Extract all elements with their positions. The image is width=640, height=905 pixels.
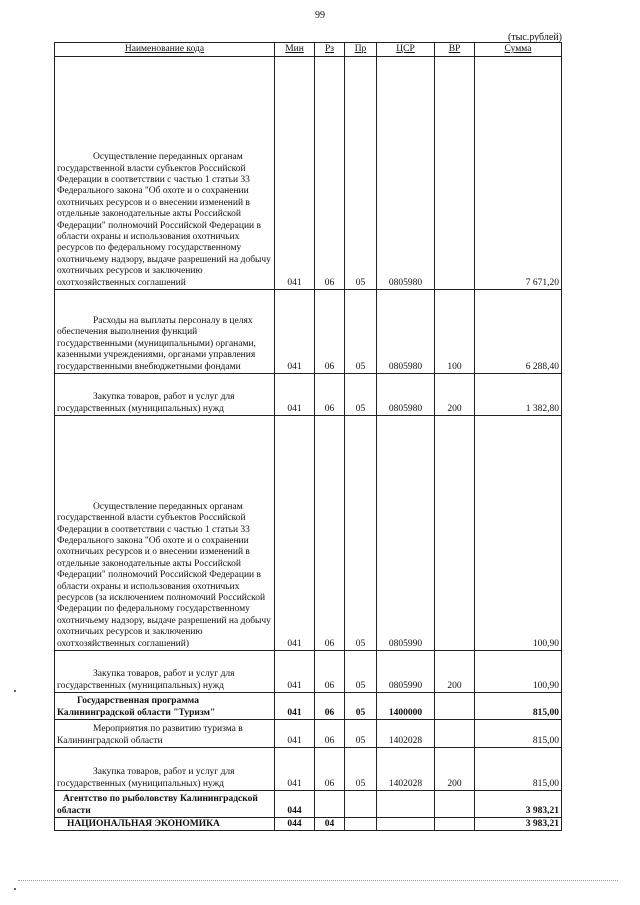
row-sum: 3 983,21 — [475, 818, 562, 831]
row-vr — [435, 416, 475, 651]
row-pr: 05 — [345, 374, 377, 416]
row-name: Осуществление переданных органам государственной власти субъектов Российской Федерации в соответствии с частью 1 статьи 33 Федерального закона "Об охоте и о сохранении охотничьих ресурсов и о внесении изменений в отдельные законодательные акты Российской Федерации" полномочий Российской Федерации в области охраны и использования охотничьих ресурсов по федеральному государственному охотничьему надзору, выдаче разрешений на добычу охотничьих ресурсов и заключению охотхозяйственных соглашений — [55, 57, 275, 290]
row-pr: 05 — [345, 693, 377, 720]
row-min: 041 — [275, 416, 315, 651]
row-vr: 200 — [435, 374, 475, 416]
col-header-rz: Рз — [315, 43, 345, 57]
row-min: 041 — [275, 290, 315, 374]
row-rz: 06 — [315, 748, 345, 791]
col-header-name: Наименование кода — [55, 43, 275, 57]
row-rz: 06 — [315, 651, 345, 693]
row-vr: 100 — [435, 290, 475, 374]
row-pr: 05 — [345, 416, 377, 651]
row-csr — [377, 791, 435, 818]
row-rz: 06 — [315, 416, 345, 651]
row-csr — [377, 818, 435, 831]
table-row — [55, 818, 562, 831]
col-header-sum: Сумма — [475, 43, 562, 57]
table-row — [55, 374, 562, 416]
row-vr — [435, 57, 475, 290]
row-csr: 1402028 — [377, 720, 435, 748]
row-pr: 05 — [345, 748, 377, 791]
units-label: (тыс.рублей) — [507, 32, 562, 43]
table-row — [55, 791, 562, 818]
col-header-pr: Пр — [345, 43, 377, 57]
col-header-vr: ВР — [435, 43, 475, 57]
row-vr — [435, 791, 475, 818]
row-vr — [435, 818, 475, 831]
row-name: Мероприятия по развитию туризма в Калининградской области — [55, 720, 275, 748]
row-sum: 100,90 — [475, 651, 562, 693]
row-rz: 06 — [315, 57, 345, 290]
row-csr: 1402028 — [377, 748, 435, 791]
row-vr: 200 — [435, 748, 475, 791]
row-rz: 06 — [315, 693, 345, 720]
row-min: 044 — [275, 818, 315, 831]
row-pr — [345, 791, 377, 818]
page-number: 99 — [315, 10, 325, 21]
scan-bottom-edge — [18, 880, 618, 881]
row-name: Расходы на выплаты персоналу в целях обеспечения выполнения функций государственными (муниципальными) органами, казенными учреждениями, органами управления государственными внебюджетными фондами — [55, 290, 275, 374]
row-rz: 06 — [315, 720, 345, 748]
row-vr: 200 — [435, 651, 475, 693]
row-csr: 0805990 — [377, 651, 435, 693]
row-min: 041 — [275, 651, 315, 693]
row-pr: 05 — [345, 651, 377, 693]
table-row — [55, 290, 562, 374]
row-min: 044 — [275, 791, 315, 818]
table-row — [55, 720, 562, 748]
row-name: Осуществление переданных органам государственной власти субъектов Российской Федерации в соответствии с частью 1 статьи 33 Федерального закона "Об охоте и о сохранении охотничьих ресурсов и о внесении изменений в отдельные законодательные акты Российской Федерации" полномочий Российской Федерации в области охраны и использования охотничьих ресурсов (за исключением полномочий Российской Федерации по федеральному государственному охотничьему надзору, выдаче разрешений на добычу охотничьих ресурсов и заключению охотхозяйственных соглашений) — [55, 416, 275, 651]
row-pr — [345, 818, 377, 831]
row-rz: 04 — [315, 818, 345, 831]
row-pr: 05 — [345, 290, 377, 374]
row-sum: 7 671,20 — [475, 57, 562, 290]
row-min: 041 — [275, 748, 315, 791]
row-sum: 815,00 — [475, 720, 562, 748]
col-header-csr: ЦСР — [377, 43, 435, 57]
row-csr: 0805980 — [377, 57, 435, 290]
table-row — [55, 57, 562, 290]
row-min: 041 — [275, 693, 315, 720]
row-min: 041 — [275, 57, 315, 290]
col-header-min: Мин — [275, 43, 315, 57]
row-csr: 0805980 — [377, 290, 435, 374]
row-name: Закупка товаров, работ и услуг для государственных (муниципальных) нужд — [55, 651, 275, 693]
row-name: Закупка товаров, работ и услуг для государственных (муниципальных) нужд — [55, 748, 275, 791]
row-min: 041 — [275, 374, 315, 416]
table-row — [55, 748, 562, 791]
row-csr: 1400000 — [377, 693, 435, 720]
row-sum: 1 382,80 — [475, 374, 562, 416]
row-sum: 815,00 — [475, 693, 562, 720]
row-csr: 0805980 — [377, 374, 435, 416]
table-row — [55, 651, 562, 693]
row-rz — [315, 791, 345, 818]
row-vr — [435, 720, 475, 748]
row-name: Агентство по рыболовству Калининградской области — [55, 791, 275, 818]
row-name: Государственная программа Калининградской области "Туризм" — [55, 693, 275, 720]
row-name: НАЦИОНАЛЬНАЯ ЭКОНОМИКА — [55, 818, 275, 831]
budget-table — [54, 42, 562, 831]
row-min: 041 — [275, 720, 315, 748]
row-sum: 100,90 — [475, 416, 562, 651]
scan-speck — [14, 888, 16, 890]
row-vr — [435, 693, 475, 720]
row-sum: 3 983,21 — [475, 791, 562, 818]
row-rz: 06 — [315, 374, 345, 416]
row-pr: 05 — [345, 720, 377, 748]
table-row — [55, 693, 562, 720]
scan-speck — [14, 690, 16, 692]
row-sum: 815,00 — [475, 748, 562, 791]
row-rz: 06 — [315, 290, 345, 374]
table-row — [55, 416, 562, 651]
row-pr: 05 — [345, 57, 377, 290]
row-name: Закупка товаров, работ и услуг для государственных (муниципальных) нужд — [55, 374, 275, 416]
row-csr: 0805990 — [377, 416, 435, 651]
table-header-row — [55, 43, 562, 57]
row-sum: 6 288,40 — [475, 290, 562, 374]
